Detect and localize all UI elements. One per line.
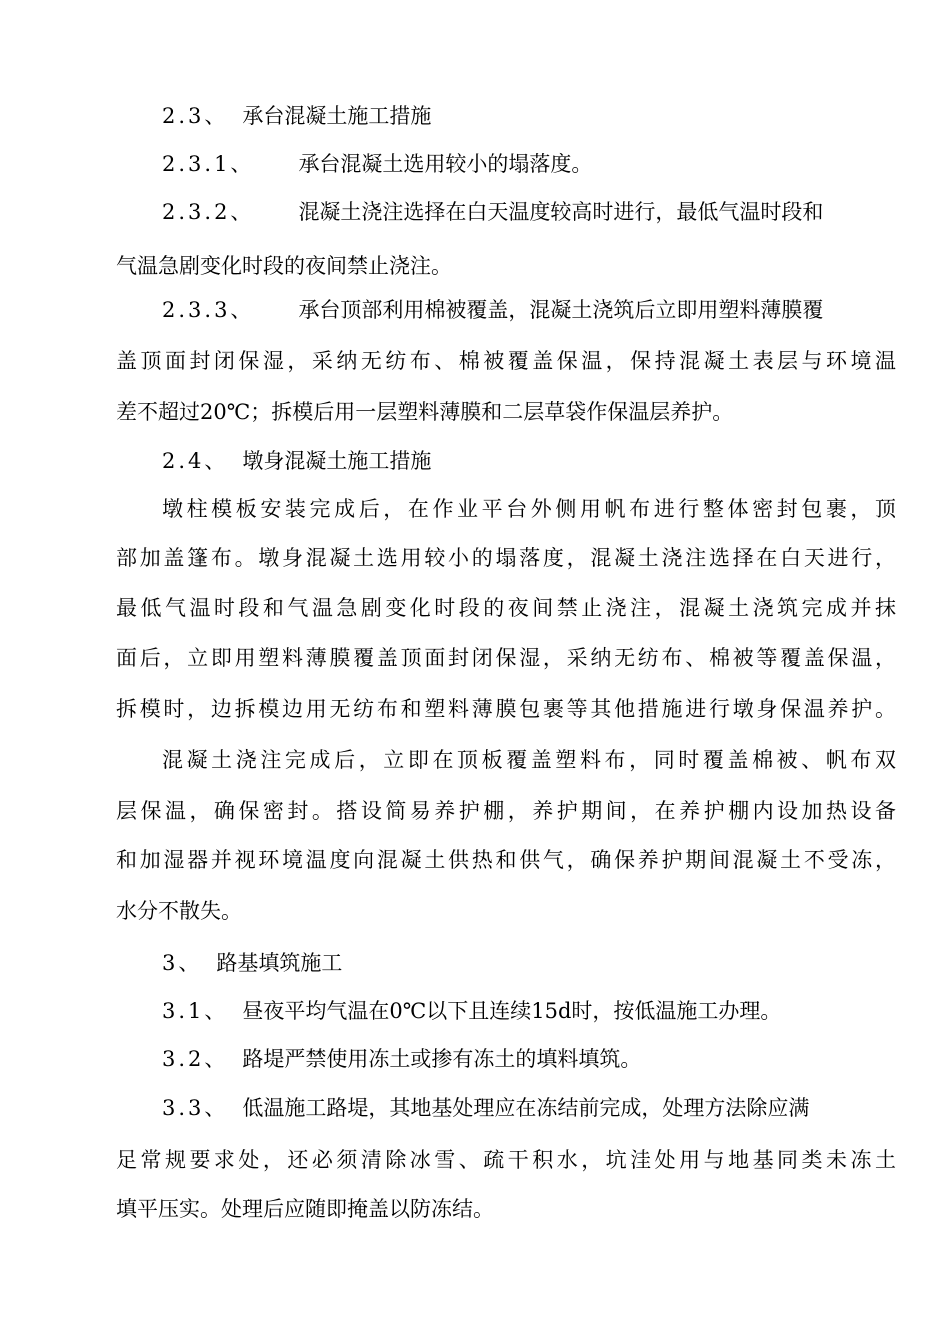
section-number: 2.3.3、	[162, 298, 255, 322]
section-number: 3.2、	[162, 1047, 229, 1071]
heading-3	[162, 949, 896, 977]
paragraph-line: 层保温，确保密封。搭设简易养护棚，养护期间，在养护棚内设加热设备	[116, 799, 896, 823]
paragraph-line: 填平压实。处理后应随即掩盖以防冻结。	[116, 1197, 494, 1221]
paragraph-line: 拆模时，边拆模边用无纺布和塑料薄膜包裹等其他措施进行墩身保温养护。	[116, 697, 896, 721]
section-number: 2.3、	[162, 104, 229, 128]
paragraph-3-1	[162, 997, 896, 1025]
paragraph-line: 部加盖篷布。墩身混凝土选用较小的塌落度，混凝土浇注选择在白天进行，	[116, 546, 896, 570]
section-number: 3.3、	[162, 1096, 229, 1120]
heading-2-3	[162, 102, 896, 130]
paragraph-line: 差不超过20℃；拆模后用一层塑料薄膜和二层草袋作保温层养护。	[116, 400, 734, 424]
section-number: 2.4、	[162, 449, 229, 473]
paragraph-line: 最低气温时段和气温急剧变化时段的夜间禁止浇注，混凝土浇筑完成并抹	[116, 596, 896, 620]
heading-2-4	[162, 447, 896, 475]
paragraph-2-3-3	[162, 296, 896, 324]
section-number: 3.1、	[162, 999, 229, 1023]
paragraph-text: 路堤严禁使用冻土或掺有冻土的填料填筑。	[242, 1047, 642, 1071]
paragraph-line: 气温急剧变化时段的夜间禁止浇注。	[116, 254, 452, 278]
paragraph-line: 足常规要求处，还必须清除冰雪、疏干积水，坑洼处用与地基同类未冻土	[116, 1148, 896, 1172]
heading-text: 承台混凝土施工措施	[242, 104, 432, 128]
heading-text: 路基填筑施工	[216, 951, 343, 975]
paragraph-2-3-1	[162, 150, 896, 178]
paragraph-text: 承台顶部利用棉被覆盖，混凝土浇筑后立即用塑料薄膜覆	[298, 298, 824, 322]
paragraph-line: 墩柱模板安装完成后，在作业平台外侧用帆布进行整体密封包裹，顶	[162, 497, 896, 521]
section-number: 3、	[162, 951, 203, 975]
paragraph-text: 昼夜平均气温在0℃以下且连续15d时，按低温施工办理。	[242, 999, 782, 1023]
paragraph-line: 盖顶面封闭保湿，采纳无纺布、棉被覆盖保温，保持混凝土表层与环境温	[116, 349, 896, 373]
section-number: 2.3.1、	[162, 152, 255, 176]
paragraph-line: 水分不散失。	[116, 899, 242, 923]
heading-text: 墩身混凝土施工措施	[242, 449, 432, 473]
paragraph-line: 和加湿器并视环境温度向混凝土供热和供气，确保养护期间混凝土不受冻，	[116, 848, 896, 872]
paragraph-3-3	[162, 1094, 896, 1122]
paragraph-line: 面后，立即用塑料薄膜覆盖顶面封闭保湿，采纳无纺布、棉被等覆盖保温，	[116, 646, 896, 670]
paragraph-2-3-2	[162, 198, 896, 226]
paragraph-3-2	[162, 1045, 896, 1073]
paragraph-text: 混凝土浇注选择在白天温度较高时进行，最低气温时段和	[298, 200, 824, 224]
paragraph-text: 低温施工路堤，其地基处理应在冻结前完成，处理方法除应满	[242, 1096, 810, 1120]
paragraph-line: 混凝土浇注完成后，立即在顶板覆盖塑料布，同时覆盖棉被、帆布双	[162, 748, 896, 772]
paragraph-text: 承台混凝土选用较小的塌落度。	[298, 152, 593, 176]
section-number: 2.3.2、	[162, 200, 255, 224]
